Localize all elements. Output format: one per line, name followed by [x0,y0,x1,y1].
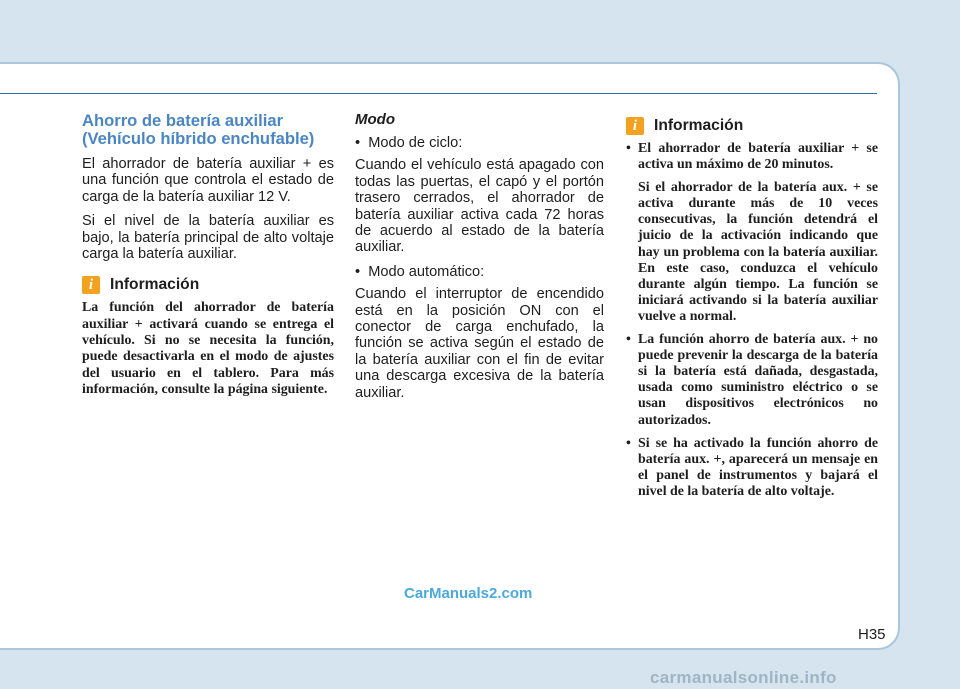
mode-bullet-auto-label: Modo automático: [368,263,485,280]
page-number: H35 [858,626,886,643]
info-header-right [626,117,878,135]
header-rule [0,93,877,94]
info-header [82,276,334,294]
watermark-carmanuals: CarManuals2.com [404,585,533,602]
section-heading-line2: (Vehículo híbrido enchufable) [82,129,315,148]
mode-bullet-auto: • Modo automático: [355,263,485,280]
section-heading-line1: Ahorro de batería auxiliar [82,111,284,130]
column-right [626,117,878,507]
section-heading [82,112,334,148]
info-note: La función del ahorrador de batería auxiliar + activará cuando se entrega el vehículo. Si no se necesita la función, puede desactivarla en el modo de ajustes del usuario en el tablero. Para más información, consulte la página siguiente. [82,300,334,397]
info-title: Información [110,276,200,294]
cycle-paragraph: Cuando el vehículo está apagado con todas las puertas, el capó y el portón trasero cerrados, el ahorrador de batería auxiliar activa cada 72 horas de acuerdo al estado de la batería auxiliar. [355,157,604,256]
column-middle [355,112,604,409]
watermark-carmanualsonline: carmanualsonline.info [650,668,837,687]
info-icon: i [82,276,100,294]
mode-bullet-cycle-label: Modo de ciclo: [368,135,463,151]
mode-bullet-cycle: • Modo de ciclo: [355,135,463,151]
info-bullet: • El ahorrador de batería auxiliar + se activa un máximo de 20 minutos. [626,141,878,173]
charge-paragraph: Si el nivel de la batería auxiliar es bajo, la batería principal de alto voltaje carga la batería auxiliar. [82,213,334,263]
info-icon: i [626,117,644,135]
mode-heading: Modo [355,111,395,128]
info-title-right: Información [654,117,744,134]
info-bullet: • Si se ha activado la función ahorro de batería aux. +, aparecerá un mensaje en el panel de instrumentos y bajará el nivel de la batería de alto voltaje. [626,435,878,499]
auto-paragraph: Cuando el interruptor de encendido está en la posición ON con el conector de carga enchufado, la función se activa según el estado de la batería auxiliar con el fin de evitar una descarga excesiva de la batería auxiliar. [355,286,604,401]
intro-paragraph: El ahorrador de batería auxiliar + es una función que controla el estado de carga de la batería auxiliar 12 V. [82,156,334,205]
info-sub-paragraph: Si el ahorrador de la batería aux. + se activa durante más de 10 veces consecutivas, la función detendrá el juicio de la activación indicando que hay un problema con la batería auxiliar. En este caso, conduzca el vehículo durante algún tiempo. La función se iniciará activando si la batería auxiliar vuelve a normal. [638,180,878,324]
info-bullet: • La función ahorro de batería aux. + no puede prevenir la descarga de la batería si la batería está dañada, desgastada, usada como suministro eléctrico o se usan dispositivos electrónicos no autorizados. [626,332,878,428]
column-left [82,112,334,398]
